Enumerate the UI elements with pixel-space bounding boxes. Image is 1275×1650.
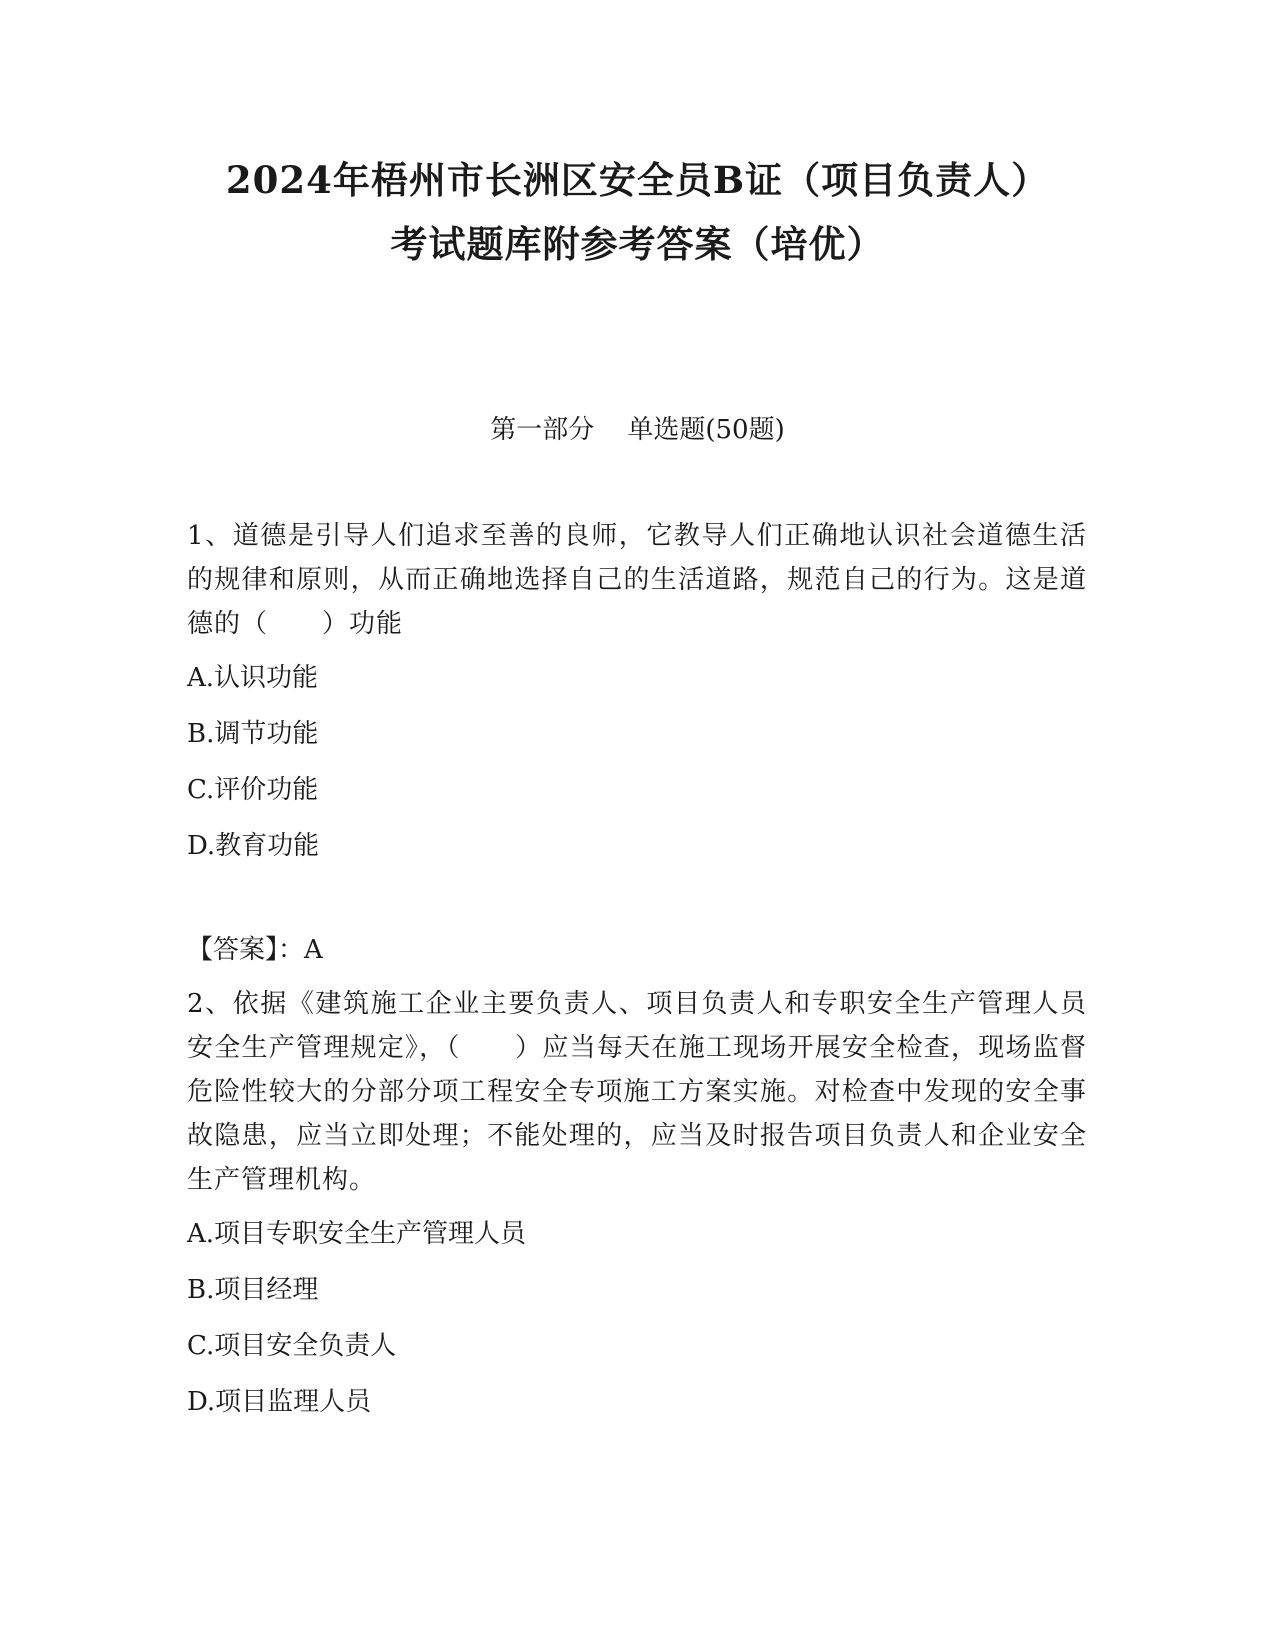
- question-1-stem: 1、道德是引导人们追求至善的良师，它教导人们正确地认识社会道德生活的规律和原则，从而正确地选择自己的生活道路，规范自己的行为。这是道德的（ ）功能: [187, 521, 1087, 639]
- question-2-stem: 2、依据《建筑施工企业主要负责人、项目负责人和专职安全生产管理人员安全生产管理规定》，（ ）应当每天在施工现场开展安全检查，现场监督危险性较大的分部分项工程安全专项施工方案实施。对检查中发现的安全事故隐患，应当立即处理；不能处理的，应当及时报告项目负责人和企业安全生产管理机构。: [187, 989, 1087, 1195]
- question-2-option-d: D.项目监理人员: [187, 1387, 372, 1417]
- section-heading: 第一部分 单选题(50题): [490, 415, 785, 445]
- question-2-option-c: C.项目安全负责人: [187, 1331, 397, 1361]
- document-title: [140, 148, 1135, 276]
- question-1-option-b: B.调节功能: [187, 719, 319, 749]
- question-2-option-a: A.项目专职安全生产管理人员: [187, 1219, 527, 1249]
- question-1-answer: 【答案】：A: [187, 935, 323, 965]
- title-line-2: 考试题库附参考答案（培优）: [390, 222, 885, 266]
- title-line-1: 2024年梧州市长洲区安全员B证（项目负责人）: [225, 158, 1050, 202]
- question-1: [187, 514, 1087, 880]
- question-2-option-b: B.项目经理: [187, 1275, 319, 1305]
- question-2-options: [187, 1212, 1087, 1436]
- question-1-options: [187, 656, 1087, 880]
- question-2: [187, 982, 1087, 1436]
- question-1-option-a: A.认识功能: [187, 663, 319, 693]
- question-1-option-d: D.教育功能: [187, 831, 320, 861]
- question-1-option-c: C.评价功能: [187, 775, 319, 805]
